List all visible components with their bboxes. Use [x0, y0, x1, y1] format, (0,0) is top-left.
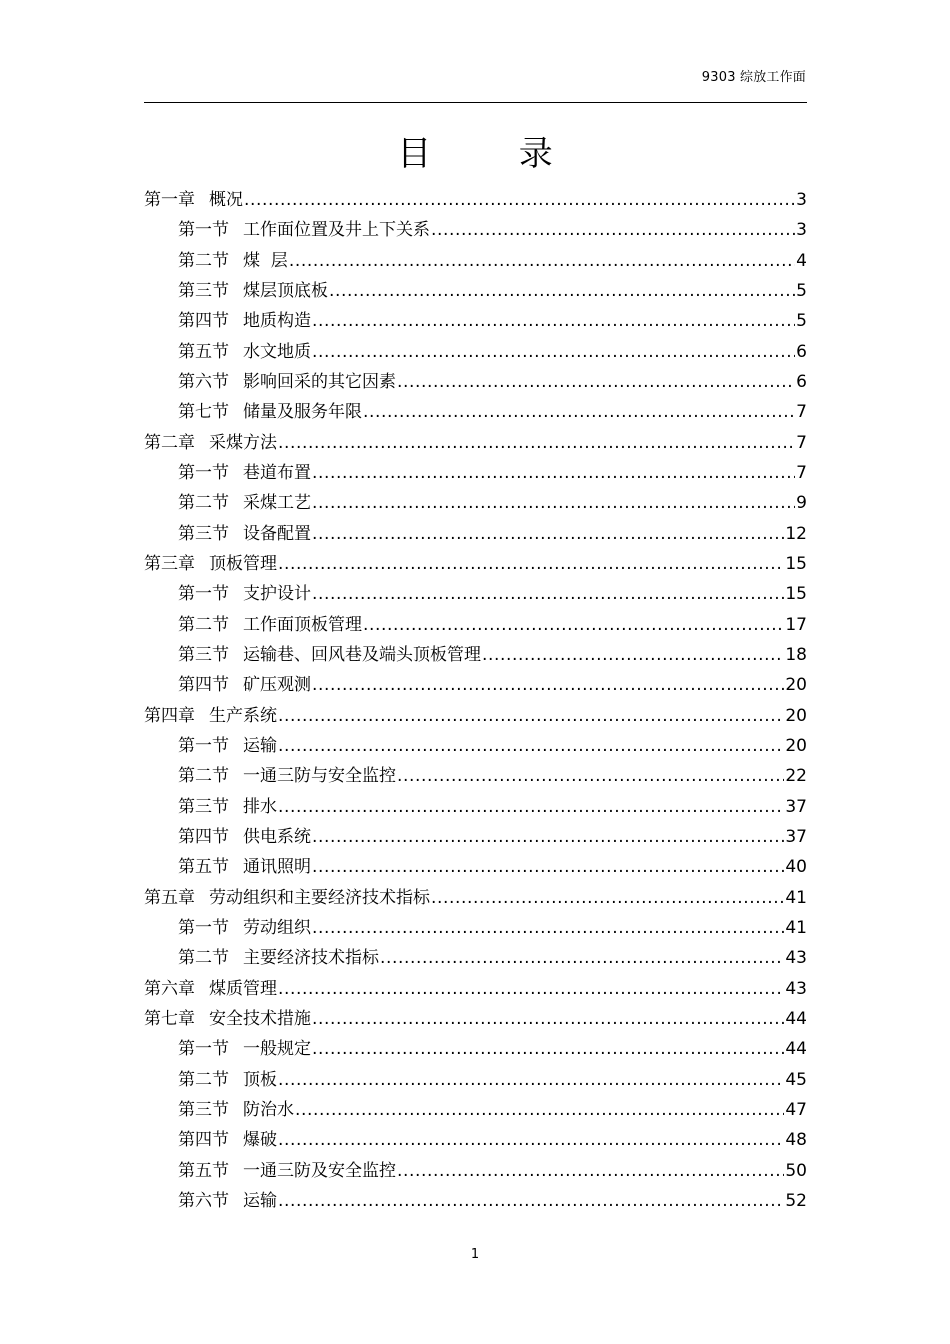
- toc-entry[interactable]: [144, 701, 807, 731]
- toc-entry-number: 第三节: [178, 796, 229, 817]
- toc-entry-label: 防治水: [243, 1099, 294, 1120]
- toc-entry-label: 顶板管理: [209, 553, 277, 574]
- toc-leader-dots: [278, 428, 795, 458]
- toc-entry[interactable]: [144, 670, 807, 700]
- toc-leader-dots: [363, 610, 784, 640]
- toc-entry-number: 第七节: [178, 402, 229, 423]
- toc-entry-number: 第三节: [178, 644, 229, 665]
- toc-entry-page: 20: [785, 735, 807, 756]
- toc-entry[interactable]: [144, 337, 807, 367]
- toc-leader-dots: [312, 822, 784, 852]
- toc-leader-dots: [312, 1004, 784, 1034]
- toc-entry-label: 劳动组织和主要经济技术指标: [209, 887, 430, 908]
- toc-entry[interactable]: [144, 397, 807, 427]
- toc-entry[interactable]: [144, 458, 807, 488]
- toc-entry-number: 第二节: [178, 250, 229, 271]
- toc-leader-dots: [278, 974, 784, 1004]
- toc-entry-number: 第三章: [144, 553, 195, 574]
- toc-entry-page: 45: [785, 1069, 807, 1090]
- toc-entry-page: 40: [785, 857, 807, 878]
- toc-entry-label: 供电系统: [243, 826, 311, 847]
- toc-entry-label: 采煤工艺: [243, 493, 311, 514]
- toc-leader-dots: [295, 1095, 784, 1125]
- toc-entry[interactable]: [144, 519, 807, 549]
- toc-entry-label: 储量及服务年限: [243, 402, 362, 423]
- toc-entry-number: 第六节: [178, 1190, 229, 1211]
- toc-entry-label: 主要经济技术指标: [243, 948, 379, 969]
- toc-entry[interactable]: [144, 1156, 807, 1186]
- toc-entry-page: 44: [785, 1039, 807, 1060]
- toc-entry[interactable]: [144, 1186, 807, 1216]
- toc-entry-label: 煤质管理: [209, 978, 277, 999]
- toc-leader-dots: [312, 1034, 784, 1064]
- toc-entry-number: 第四章: [144, 705, 195, 726]
- toc-entry-number: 第一节: [178, 462, 229, 483]
- toc-entry-page: 17: [785, 614, 807, 635]
- toc-entry-number: 第四节: [178, 311, 229, 332]
- toc-leader-dots: [312, 458, 795, 488]
- toc-entry-page: 18: [785, 644, 807, 665]
- toc-entry[interactable]: [144, 1095, 807, 1125]
- toc-entry-label: 水文地质: [243, 341, 311, 362]
- toc-entry[interactable]: [144, 974, 807, 1004]
- toc-entry-number: 第六章: [144, 978, 195, 999]
- toc-entry[interactable]: [144, 1065, 807, 1095]
- toc-entry-label: 矿压观测: [243, 675, 311, 696]
- toc-entry-number: 第一章: [144, 190, 195, 210]
- toc-leader-dots: [431, 215, 795, 245]
- toc-entry-page: 15: [785, 553, 807, 574]
- toc-entry[interactable]: [144, 185, 807, 215]
- toc-entry[interactable]: [144, 610, 807, 640]
- toc-entry-page: 9: [796, 493, 807, 514]
- toc-entry-label: 一般规定: [243, 1039, 311, 1060]
- toc-entry-page: 20: [785, 675, 807, 696]
- toc-entry-page: 22: [785, 766, 807, 787]
- toc-entry[interactable]: [144, 640, 807, 670]
- toc-entry-label: 设备配置: [243, 523, 311, 544]
- toc-entry-page: 12: [785, 523, 807, 544]
- toc-entry-number: 第二节: [178, 766, 229, 787]
- toc-entry-label: 一通三防及安全监控: [243, 1160, 396, 1181]
- toc-entry-page: 47: [785, 1099, 807, 1120]
- toc-entry[interactable]: [144, 1004, 807, 1034]
- toc-entry-label: 煤层顶底板: [243, 280, 328, 301]
- toc-entry-page: 52: [785, 1190, 807, 1211]
- toc-leader-dots: [312, 579, 784, 609]
- toc-entry-page: 15: [785, 584, 807, 605]
- toc-leader-dots: [312, 337, 795, 367]
- toc-entry-number: 第三节: [178, 523, 229, 544]
- toc-entry-label: 顶板: [243, 1069, 277, 1090]
- toc-leader-dots: [278, 1065, 784, 1095]
- toc-leader-dots: [278, 1125, 784, 1155]
- toc-entry-number: 第五章: [144, 887, 195, 908]
- toc-entry-number: 第七章: [144, 1008, 195, 1029]
- toc-leader-dots: [312, 488, 795, 518]
- header-divider: [144, 102, 807, 103]
- toc-entry-number: 第一节: [178, 917, 229, 938]
- toc-entry-number: 第二节: [178, 493, 229, 514]
- toc-entry-page: 44: [785, 1008, 807, 1029]
- toc-entry[interactable]: [144, 792, 807, 822]
- toc-entry-label: 工作面位置及井上下关系: [243, 220, 430, 241]
- toc-leader-dots: [278, 731, 784, 761]
- toc-entry-number: 第一节: [178, 735, 229, 756]
- toc-entry-label: 生产系统: [209, 705, 277, 726]
- toc-entry-page: 48: [785, 1130, 807, 1151]
- toc-leader-dots: [244, 185, 795, 215]
- toc-entry-page: 20: [785, 705, 807, 726]
- toc-entry-label: 劳动组织: [243, 917, 311, 938]
- toc-leader-dots: [312, 306, 795, 336]
- toc-leader-dots: [278, 549, 784, 579]
- toc-leader-dots: [312, 913, 784, 943]
- toc-entry[interactable]: [144, 246, 807, 276]
- toc-leader-dots: [289, 246, 795, 276]
- toc-entry-number: 第二节: [178, 614, 229, 635]
- toc-entry-page: 7: [796, 462, 807, 483]
- toc-entry-label: 运输: [243, 1190, 277, 1211]
- table-of-contents: [144, 185, 807, 1216]
- toc-entry-page: 3: [796, 190, 807, 210]
- toc-entry-label: 通讯照明: [243, 857, 311, 878]
- toc-entry[interactable]: [144, 215, 807, 245]
- toc-entry-number: 第六节: [178, 371, 229, 392]
- toc-leader-dots: [278, 792, 784, 822]
- toc-entry[interactable]: [144, 276, 807, 306]
- toc-entry-page: 43: [785, 948, 807, 969]
- toc-entry-number: 第一节: [178, 220, 229, 241]
- toc-entry-label: 煤 层: [243, 250, 288, 271]
- toc-leader-dots: [482, 640, 784, 670]
- toc-entry-number: 第四节: [178, 1130, 229, 1151]
- toc-entry-page: 50: [785, 1160, 807, 1181]
- toc-entry-number: 第一节: [178, 584, 229, 605]
- toc-entry-number: 第三节: [178, 1099, 229, 1120]
- toc-entry-number: 第二节: [178, 948, 229, 969]
- toc-leader-dots: [312, 670, 784, 700]
- toc-entry-page: 5: [796, 311, 807, 332]
- page-number: 1: [470, 1247, 480, 1262]
- toc-entry-page: 6: [796, 341, 807, 362]
- toc-entry-label: 爆破: [243, 1130, 277, 1151]
- toc-entry-number: 第四节: [178, 826, 229, 847]
- toc-leader-dots: [397, 367, 795, 397]
- toc-leader-dots: [397, 1156, 784, 1186]
- toc-entry-label: 排水: [243, 796, 277, 817]
- toc-entry-label: 工作面顶板管理: [243, 614, 362, 635]
- toc-entry[interactable]: [144, 822, 807, 852]
- toc-entry-page: 4: [796, 250, 807, 271]
- toc-leader-dots: [397, 761, 784, 791]
- toc-entry-label: 影响回采的其它因素: [243, 371, 396, 392]
- toc-leader-dots: [312, 519, 784, 549]
- toc-entry-page: 37: [785, 796, 807, 817]
- toc-entry-number: 第三节: [178, 280, 229, 301]
- toc-entry-number: 第五节: [178, 341, 229, 362]
- toc-title: 目 录: [397, 134, 575, 174]
- toc-entry[interactable]: [144, 549, 807, 579]
- toc-entry[interactable]: [144, 488, 807, 518]
- toc-entry[interactable]: [144, 761, 807, 791]
- toc-entry[interactable]: [144, 579, 807, 609]
- toc-entry-number: 第二节: [178, 1069, 229, 1090]
- toc-entry-page: 7: [796, 432, 807, 453]
- toc-entry-label: 地质构造: [243, 311, 311, 332]
- toc-entry-page: 41: [785, 917, 807, 938]
- toc-entry-label: 运输巷、回风巷及端头顶板管理: [243, 644, 481, 665]
- toc-entry-label: 巷道布置: [243, 462, 311, 483]
- toc-entry-page: 5: [796, 280, 807, 301]
- toc-entry-page: 37: [785, 826, 807, 847]
- toc-entry[interactable]: [144, 1125, 807, 1155]
- toc-entry-page: 3: [796, 220, 807, 241]
- toc-entry-number: 第五节: [178, 1160, 229, 1181]
- toc-entry[interactable]: [144, 1034, 807, 1064]
- toc-entry-label: 运输: [243, 735, 277, 756]
- toc-entry-number: 第四节: [178, 675, 229, 696]
- toc-entry[interactable]: [144, 731, 807, 761]
- running-header: 9303 综放工作面: [701, 70, 806, 85]
- toc-leader-dots: [363, 397, 795, 427]
- toc-entry[interactable]: [144, 883, 807, 913]
- toc-entry-page: 41: [785, 887, 807, 908]
- toc-entry[interactable]: [144, 852, 807, 882]
- toc-entry-number: 第二章: [144, 432, 195, 453]
- toc-entry-page: 6: [796, 371, 807, 392]
- toc-leader-dots: [380, 943, 784, 973]
- toc-leader-dots: [312, 852, 784, 882]
- toc-entry[interactable]: [144, 306, 807, 336]
- toc-entry[interactable]: [144, 367, 807, 397]
- toc-entry-label: 安全技术措施: [209, 1008, 311, 1029]
- toc-entry[interactable]: [144, 428, 807, 458]
- toc-leader-dots: [278, 1186, 784, 1216]
- toc-entry-label: 一通三防与安全监控: [243, 766, 396, 787]
- toc-entry-label: 支护设计: [243, 584, 311, 605]
- toc-entry-label: 采煤方法: [209, 432, 277, 453]
- toc-entry-label: 概况: [209, 190, 243, 210]
- toc-entry[interactable]: [144, 943, 807, 973]
- toc-entry-page: 7: [796, 402, 807, 423]
- toc-leader-dots: [431, 883, 784, 913]
- toc-entry[interactable]: [144, 913, 807, 943]
- toc-entry-number: 第一节: [178, 1039, 229, 1060]
- toc-entry-number: 第五节: [178, 857, 229, 878]
- toc-entry-page: 43: [785, 978, 807, 999]
- toc-leader-dots: [278, 701, 784, 731]
- toc-leader-dots: [329, 276, 795, 306]
